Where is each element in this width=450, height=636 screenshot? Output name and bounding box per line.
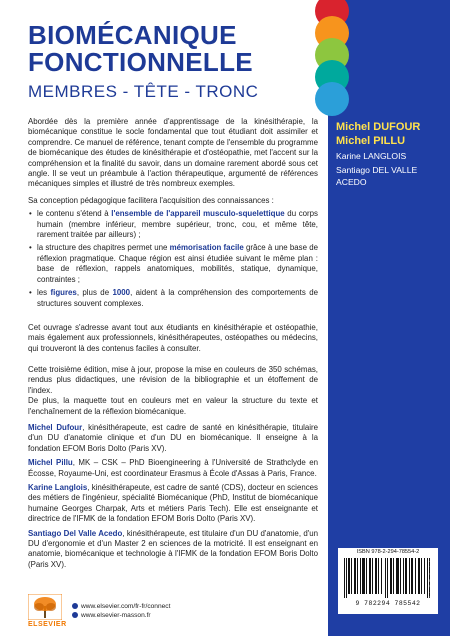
bio-text: , kinésithérapeute, est cadre de santé en kinésithérapie, titulaire d'un DU d'anatomie clinique et d'un DU en biomécanique. Il enseigne à la fondation EFOM Boris Dolto (Paris XV). [28, 423, 319, 453]
author-bio [28, 423, 318, 454]
audience-paragraph: Cet ouvrage s'adresse avant tout aux étudiants en kinésithérapie et ostéopathie, mais également aux professionnels, kinésithérapeutes, ostéopathes ou médecins, qui trouveront là des contenus faciles à consulter. [28, 323, 318, 353]
barcode [338, 548, 438, 614]
author-name: Michel DUFOUR [336, 121, 421, 133]
tab-light-blue [315, 82, 349, 116]
book-subtitle: MEMBRES - TÊTE - TRONC [28, 82, 259, 101]
author-bio [28, 483, 318, 525]
feature-text: la structure des chapitres permet une [37, 243, 170, 253]
feature-item [28, 243, 318, 285]
edition-section [28, 365, 318, 417]
publisher-name: ELSEVIER [28, 621, 67, 628]
bio-text: , kinésithérapeute, est titulaire d'un DU d'anatomie, d'un DU d'ergonomie et d'un Master 2 en sciences de la motricité. Il est enseignant en anatomie, biomécanique et technologie à l'IFMK de la fondation EFOM Boris Dolto (Paris XV). [28, 528, 318, 569]
intro-section [28, 117, 318, 312]
edition-paragraph: De plus, la maquette tout en couleurs met en valeur la structure du texte et l'enchaînement de la réflexion biomécanique. [28, 396, 318, 416]
barcode-digits: 9 782294 785542 [355, 600, 421, 607]
bio-name: Karine Langlois [28, 483, 88, 493]
author-bio [28, 529, 318, 571]
author-name: Santiago DEL VALLE ACEDO [336, 165, 418, 187]
feature-item [28, 209, 318, 240]
bio-text: , kinésithérapeute, est cadre de santé (CDS), docteur en sciences des métiers de l'ingénieur, spécialité Biomécanique (PhD, Institut de biomécanique humaine Georges Charpak, Arts et métiers Paris Tech). Elle est enseignante et directrice de l'IFMK de la fondation EFOM Boris Dolto (Paris XV). [28, 483, 318, 524]
photo-credit: Photo © Shutterstock [428, 560, 433, 600]
feature-text: , aident à la compréhension des comportements de structures souvent complexes. [37, 288, 318, 308]
author-name: Michel PILLU [336, 135, 406, 147]
isbn-label: ISBN 978-2-294-78554-2 [356, 549, 420, 555]
bio-name: Michel Dufour [28, 423, 83, 432]
feature-highlight: figures [50, 288, 77, 298]
feature-text: les [37, 288, 51, 298]
globe-icon [72, 612, 78, 618]
elsevier-tree-logo [28, 594, 62, 620]
feature-list [28, 209, 318, 309]
publisher-footer [28, 594, 318, 634]
title-block [28, 22, 318, 102]
globe-icon [72, 603, 78, 609]
feature-highlight: 1000 [112, 288, 131, 298]
author-list [336, 120, 448, 188]
url-link[interactable]: www.elsevier.com/fr-fr/connect [81, 603, 171, 610]
intro-paragraph: Abordée dès la première année d'apprentissage de la kinésithérapie, la biomécanique constitue le socle fondamental que tout étudiant doit assimiler et comprendre. Ce manuel de référence, tenant compte de l'ensemble du programme de biomécanique des études de kinésithérapie et d'ostéopathie, met l'accent sur la compréhension et la finalité du savoir, dans un domaine rarement abordé sous cet angle. Il se veut un préambule à l'action thérapeutique, argumenté de références mécaniques simples et illustré de très nombreux exemples. [28, 117, 318, 189]
feature-highlight: mémorisation facile [169, 243, 244, 253]
colored-tabs [303, 0, 353, 110]
feature-highlight: l'ensemble de l'appareil musculo-squelettique [111, 209, 285, 219]
bio-name: Santiago Del Valle Acedo [28, 528, 123, 538]
author-bio [28, 458, 318, 479]
feature-text: grâce à une base de réflexion pragmatique. Chaque région est ainsi étudiée suivant le même plan : base de réflexion, rappels anatomiques, mobilités, statique, dynamique, contraintes ; [37, 243, 318, 284]
url-line[interactable] [72, 602, 170, 611]
feature-text: , plus de [76, 288, 113, 298]
feature-text: du corps humain (membre inférieur, membre supérieur, tronc, cou, et même tête, rarement traitée par ailleurs) ; [37, 209, 318, 240]
url-line[interactable] [72, 611, 170, 620]
intro-lead: Sa conception pédagogique facilitera l'acquisition des connaissances : [28, 195, 274, 205]
book-title-line-2: FONCTIONNELLE [28, 47, 253, 77]
bio-name: Michel Pillu [28, 458, 73, 468]
publisher-urls [72, 602, 170, 620]
author-name: Karine LANGLOIS [336, 151, 407, 161]
feature-text: le contenu s'étend à [37, 209, 112, 219]
bio-text: , MK – CSK – PhD Bioengineering à l'Université de Strathclyde en Écosse, Royaume-Uni, est coordinateur Erasmus à École d'Assas à Paris, France. [28, 458, 318, 478]
barcode-bars [344, 558, 430, 598]
feature-item [28, 288, 318, 309]
audience-section [28, 323, 318, 354]
edition-paragraph: Cette troisième édition, mise à jour, propose la mise en couleurs de 350 schémas, rendus plus didactiques, une révision de la bibliographie et un étoffement de l'index. [28, 365, 318, 395]
book-title-line-1: BIOMÉCANIQUE [28, 20, 237, 50]
url-link[interactable]: www.elsevier-masson.fr [81, 612, 151, 619]
author-bios [28, 423, 318, 574]
